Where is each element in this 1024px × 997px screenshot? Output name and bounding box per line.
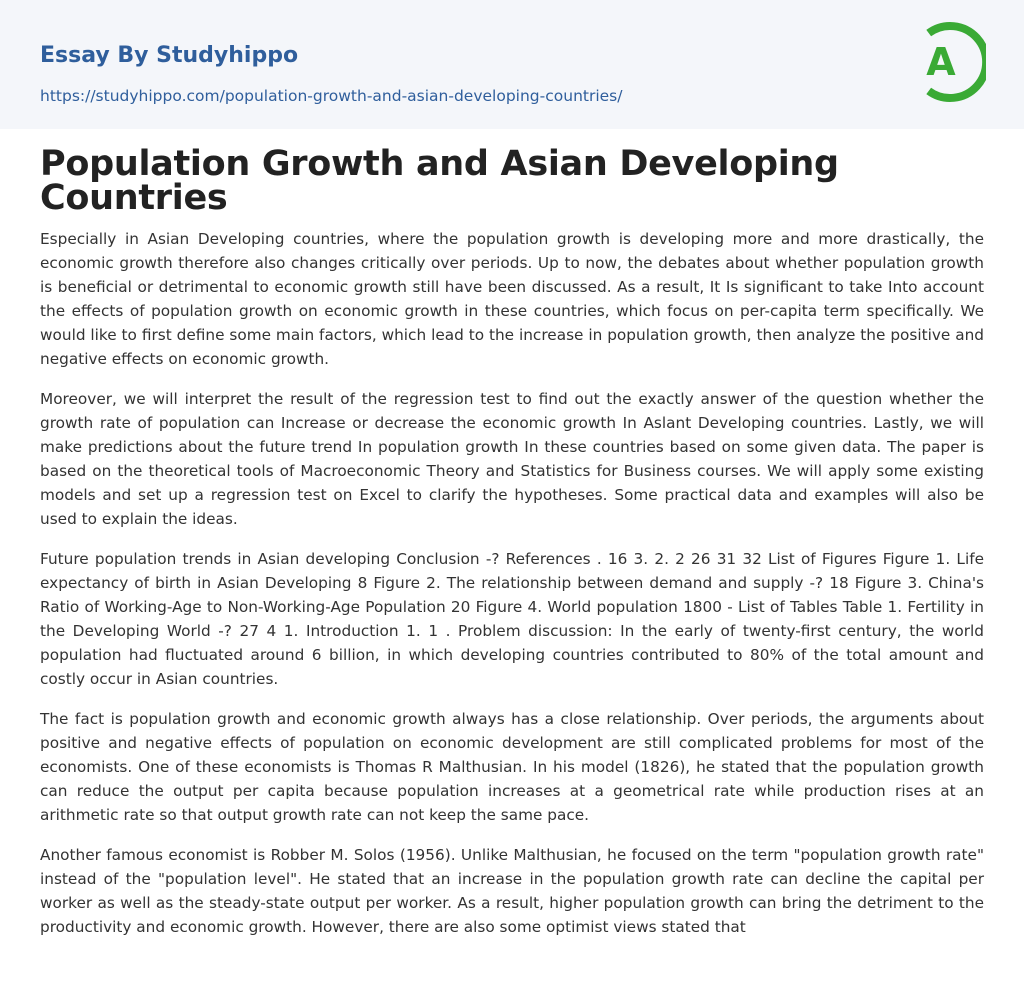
studyhippo-logo-icon[interactable] — [914, 18, 986, 106]
article-paragraph: Future population trends in Asian developing Conclusion -? References . 16 3. 2. 2 26 31 32 List of Figures Figure 1. Life expectancy of birth in Asian Developing 8 Figure 2. The relationship between demand and supply -? 18 Figure 3. China's Ratio of Working-Age to Non-Working-Age Population 20 Figure 4. World population 1800 - List of Tables Table 1. Fertility in the Developing World -? 27 4 1. Introduction 1. 1 . Problem discussion: In the early of twenty-first century, the world population had fluctuated around 6 billion, in which developing countries contributed to 80% of the total amount and costly occur in Asian countries. — [40, 550, 984, 688]
article-paragraph: Another famous economist is Robber M. Solos (1956). Unlike Malthusian, he focused on the term "population growth rate" instead of the "population level". He stated that an increase in the population growth rate can decline the capital per worker as well as the steady-state output per worker. As a result, higher population growth can bring the detriment to the productivity and economic growth. However, there are also some optimist views stated that — [40, 846, 984, 936]
essay-url-link[interactable]: https://studyhippo.com/population-growth-and-asian-developing-countries/ — [40, 87, 623, 105]
article-paragraph: Moreover, we will interpret the result of the regression test to find out the exactly answer of the question whether the growth rate of population can Increase or decrease the economic growth In Aslant Developing countries. Lastly, we will make predictions about the future trend In population growth In these countries based on some given data. The paper is based on the theoretical tools of Macroeconomic Theory and Statistics for Business courses. We will apply some existing models and set up a regression test on Excel to clarify the hypotheses. Some practical data and examples will also be used to explain the ideas. — [40, 390, 984, 528]
logo-letter: A — [926, 40, 956, 84]
article-paragraph: The fact is population growth and economic growth always has a close relationship. Over periods, the arguments about positive and negative effects of population on economic development are still complicated problems for most of the economists. One of these economists is Thomas R Malthusian. In his model (1826), he stated that the population growth can reduce the output per capita because population increases at a geometrical rate while production rises at an arithmetic rate so that output growth rate can not keep the same pace. — [40, 710, 984, 824]
brand-name[interactable]: Essay By Studyhippo — [40, 43, 299, 68]
site-header — [0, 0, 1024, 129]
article — [0, 129, 1024, 939]
page-title: Population Growth and Asian Developing Countries — [40, 144, 839, 218]
article-paragraph: Especially in Asian Developing countries, where the population growth is developing more and more drastically, the economic growth therefore also changes critically over periods. Up to now, the debates about whether population growth is beneficial or detrimental to economic growth still have been discussed. As a result, It Is significant to take Into account the effects of population growth on economic growth in these countries, which focus on per-capita term specifically. We would like to first define some main factors, which lead to the increase in population growth, then analyze the positive and negative effects on economic growth. — [40, 230, 984, 368]
